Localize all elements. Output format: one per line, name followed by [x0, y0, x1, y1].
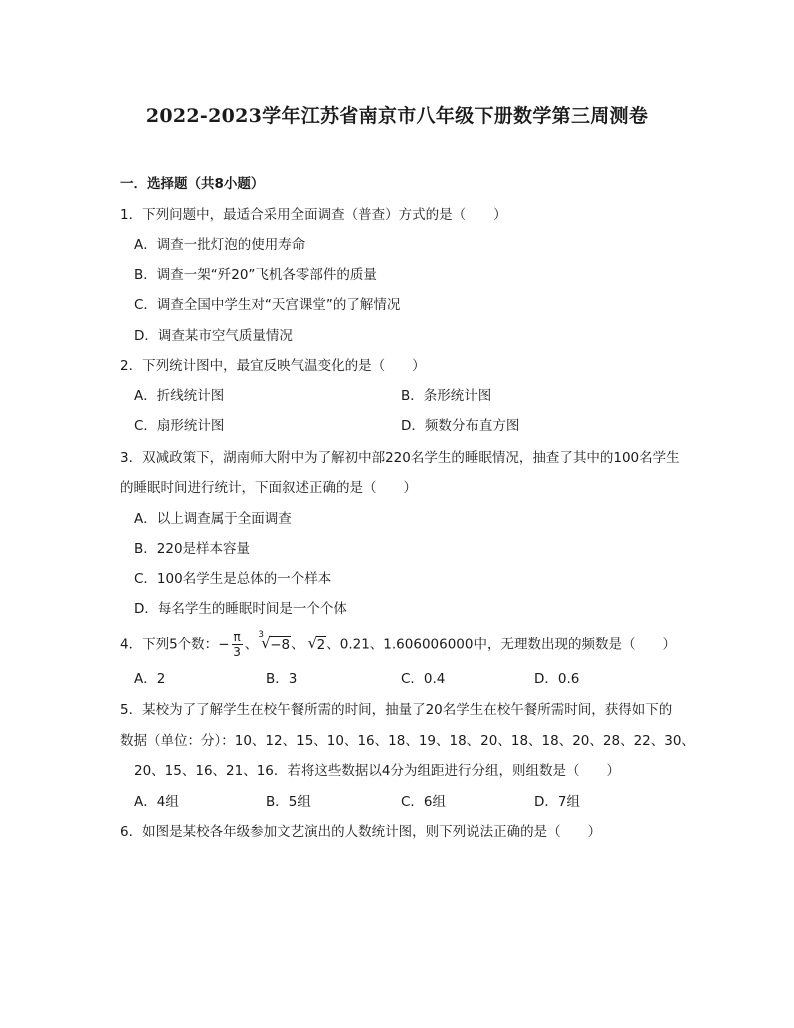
question-3-option-b: B．220是样本容量 — [134, 541, 251, 557]
question-4-option-d: D．0.6 — [534, 671, 580, 687]
question-4-option-b: B．3 — [266, 671, 298, 687]
question-2-option-b: B．条形统计图 — [401, 388, 492, 404]
question-3-option-c: C．100名学生是总体的一个样本 — [134, 571, 332, 587]
separator: 、 — [291, 636, 305, 653]
question-1-option-a: A．调查一批灯泡的使用寿命 — [134, 237, 306, 253]
radical-sign-icon: √ — [307, 633, 318, 652]
radical-index: 3 — [258, 629, 264, 640]
fraction-numerator: π — [233, 630, 241, 644]
question-4-stem-prefix: 4．下列5个数： — [120, 636, 219, 653]
question-5-stem-line1: 5．某校为了了解学生在校午餐所需的时间，抽量了20名学生在校午餐所需时间，获得如下的 — [120, 702, 673, 718]
question-3-option-d: D．每名学生的睡眠时间是一个个体 — [134, 601, 347, 617]
question-3-stem-line1: 3．双减政策下，湖南师大附中为了解初中部220名学生的睡眠情况，抽查了其中的100名学生 — [120, 450, 680, 466]
cube-root-expression — [258, 629, 291, 653]
question-5-option-a: A．4组 — [134, 794, 179, 810]
question-6-stem: 6．如图是某校各年级参加文艺演出的人数统计图，则下列说法正确的是（ ） — [120, 824, 602, 840]
question-1-option-b: B．调查一架“歼20”飞机各零部件的质量 — [134, 267, 377, 283]
question-4-stem — [120, 630, 676, 659]
question-3-stem-line2: 的睡眠时间进行统计，下面叙述正确的是（ ） — [120, 480, 417, 496]
question-4-stem-suffix: 、0.21、1.606006000中，无理数出现的频数是（ ） — [326, 636, 676, 653]
fraction-denominator: 3 — [233, 645, 241, 659]
question-5-stem-line3: 20、15、16、21、16．若将这些数据以4分为组距进行分组，则组数是（ ） — [134, 763, 620, 779]
question-5-option-b: B．5组 — [266, 794, 311, 810]
radical-sign-icon: √ — [261, 633, 271, 652]
question-1-option-d: D．调查某市空气质量情况 — [134, 328, 293, 344]
question-1-stem: 1．下列问题中，最适合采用全面调查（普查）方式的是（ ） — [120, 207, 507, 223]
question-2-option-a: A．折线统计图 — [134, 388, 225, 404]
question-5-stem-line2: 数据（单位：分）：10、12、15、10、16、18、19、18、20、18、18、20、28、22、30、 — [120, 733, 695, 749]
separator: 、 — [244, 636, 259, 653]
question-3-option-a: A．以上调查属于全面调查 — [134, 511, 292, 527]
question-1-option-c: C．调查全国中学生对“天宫课堂”的了解情况 — [134, 297, 401, 313]
question-2-option-d: D．频数分布直方图 — [401, 418, 520, 434]
section-heading: 一．选择题（共8小题） — [120, 176, 265, 192]
radicand-2: 2 — [316, 636, 326, 653]
question-4-option-a: A．2 — [134, 671, 166, 687]
square-root-expression — [307, 633, 327, 653]
radicand-1: −8 — [270, 636, 291, 653]
question-5-option-d: D．7组 — [534, 794, 580, 810]
question-4-option-c: C．0.4 — [401, 671, 446, 687]
question-2-option-c: C．扇形统计图 — [134, 418, 225, 434]
question-2-stem: 2．下列统计图中，最宜反映气温变化的是（ ） — [120, 358, 426, 374]
question-5-option-c: C．6组 — [401, 794, 447, 810]
pi-over-3-fraction — [232, 630, 243, 659]
minus-sign: − — [218, 636, 230, 653]
page-title: 2022-2023学年江苏省南京市八年级下册数学第三周测卷 — [145, 105, 649, 127]
